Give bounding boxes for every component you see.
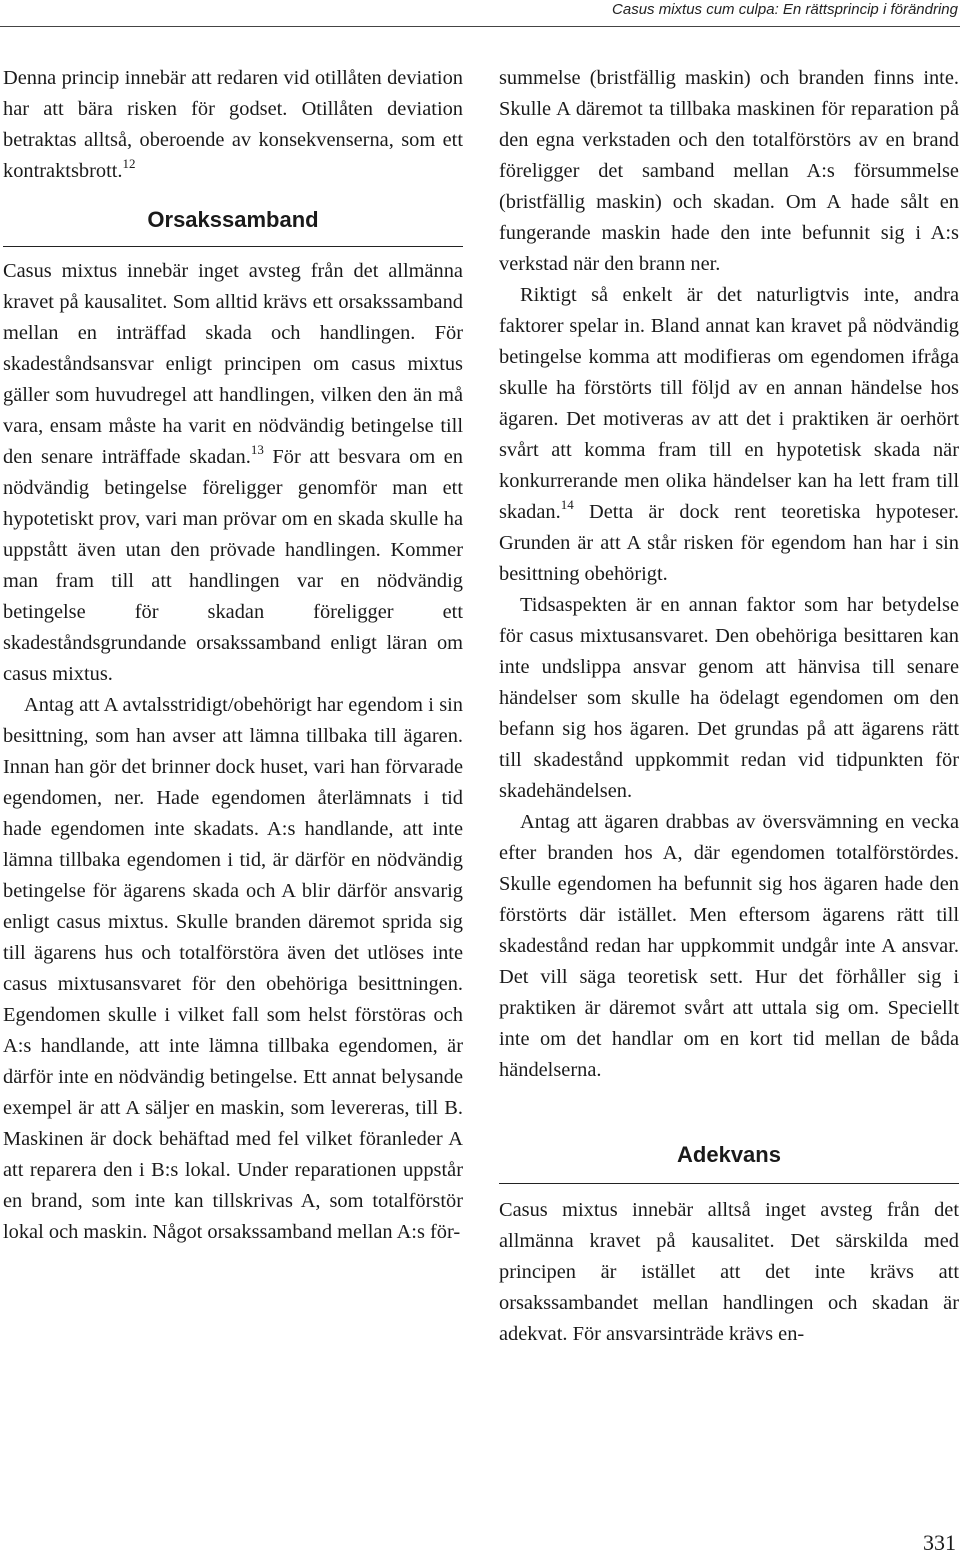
footnote-ref-12[interactable]: 12: [122, 156, 136, 171]
running-title: Casus mixtus cum culpa: En rättsprincip i förändring: [612, 1, 958, 18]
section-heading-orsakssamband: Orsakssamband: [3, 203, 463, 247]
paragraph-continuation: summelse (bristfällig maskin) och branden finns inte. Skulle A däremot ta tillbaka maskinen för reparation på den egna verkstaden och den totalförstörs av en brand föreligger det samband mellan A:s försummelse (bristfällig maskin) och skadan. Om A hade sålt en fungerande maskin hade den inte befunnit sig i A:s verkstad när den brann ner.: [499, 67, 959, 275]
paragraph-time-aspect: Tidsaspekten är en annan faktor som har betydelse för casus mixtusansvaret. Den obehöriga besittaren kan inte undslippa ansvar genom att hänvisa till senare händelser som skulle ha ödelagt egendomen om den befann sig hos ägaren. Det grundas på att ägarens rätt till skadestånd uppkommit redan vid tidpunkten för skadehändelsen.: [499, 594, 959, 802]
right-column: [499, 63, 959, 1350]
paragraph-text: Detta är dock rent teoretiska hypoteser. Grunden är att A står risken för egendom han har i sin besittning obehörigt.: [499, 501, 959, 585]
paragraph-factors: [499, 280, 959, 590]
paragraph-text: Denna princip innebär att redaren vid otillåten deviation har att bära risken för godset. Otillåten deviation betraktas alltså, oberoende av konsekvenserna, som ett kontraktsbrott.: [3, 67, 463, 182]
paragraph-flood-example: Antag att ägaren drabbas av översvämning en vecka efter branden hos A, där egendomen totalförstördes. Skulle egendomen ha befunnit sig hos ägaren hade den förstörts där istället. Men eftersom ägarens rätt till skadestånd redan har uppkommit undgår inte A ansvar. Det vill säga teoretisk sett. Hur det förhåller sig i praktiken är däremot svårt att uttala sig om. Speciellt inte om det handlar om en kort tid mellan de båda händelserna.: [499, 811, 959, 1081]
paragraph-text: För att besvara om en nödvändig betingelse föreligger genomför man ett hypotetiskt prov, vari man prövar om en skada skulle ha uppstått även utan den prövade handlingen. Kommer man fram till att handlingen var en nödvändig betingelse för skadan föreligger ett skadeståndsgrundande orsakssamband enligt läran om casus mixtus.: [3, 446, 463, 685]
paragraph-causation: [3, 256, 463, 690]
paragraph-example: Antag att A avtalsstridigt/obehörigt har egendom i sin besittning, som han avser att lämna tillbaka till ägaren. Innan han gör det brinner dock huset, vari han förvarade egendomen, ner. Hade egendomen återlämnats i tid hade egendomen inte skadats. A:s handlande, att inte lämna tillbaka egendomen i tid, är därför en nödvändig betingelse för ägarens skada och A blir därför ansvarig enligt casus mixtus. Skulle branden däremot sprida sig till ägarens hus och totalförstöra även det utlöses inte casus mixtusansvaret för den obehöriga besittningen. Egendomen skulle i vilket fall som helst förstöras och A:s handlande, att inte lämna tillbaka egendomen, är därför inte en nödvändig betingelse. Ett annat belysande exempel är att A säljer en maskin, som levereras, till B. Maskinen är dock behäftad med fel vilket föranleder A att reparera den i B:s lokal. Under reparationen uppstår en brand, som inte kan tillskrivas A, som totalförstör lokal och maskin. Något orsakssamband mellan A:s för-: [3, 694, 463, 1243]
paragraph-adequacy: Casus mixtus innebär alltså inget avsteg från det allmänna kravet på kausalitet. Det särskilda med principen är istället att det inte krävs att orsakssambandet mellan handlingen och skadan är adekvat. För ansvarsinträde krävs en-: [499, 1199, 959, 1345]
page-header: [0, 0, 960, 27]
footnote-ref-14[interactable]: 14: [560, 497, 574, 512]
paragraph-deviation: [3, 63, 463, 187]
section-heading-adekvans: Adekvans: [499, 1138, 959, 1184]
footnote-ref-13[interactable]: 13: [250, 442, 264, 457]
page-number: 331: [923, 1530, 956, 1555]
paragraph-text: Riktigt så enkelt är det naturligtvis inte, andra faktorer spelar in. Bland annat kan kravet på nödvändig betingelse komma att modifieras om egendomen ifråga skulle ha förstörts till följd av en annan händelse hos ägaren. Det motiveras av att det i praktiken är oerhört svårt att komma fram till en hypotetisk skada när konkurrerande men olika händelser kan ha lett fram till skadan.: [499, 284, 959, 523]
left-column: [3, 63, 463, 1248]
paragraph-text: Casus mixtus innebär inget avsteg från det allmänna kravet på kausalitet. Som alltid krävs ett orsakssamband mellan en inträffad skada och handlingen. För skadeståndsansvar enligt principen om casus mixtus gäller som huvudregel att handlingen, vilken den än må vara, ensam måste ha varit en nödvändig betingelse till den senare inträffade skadan.: [3, 260, 463, 468]
